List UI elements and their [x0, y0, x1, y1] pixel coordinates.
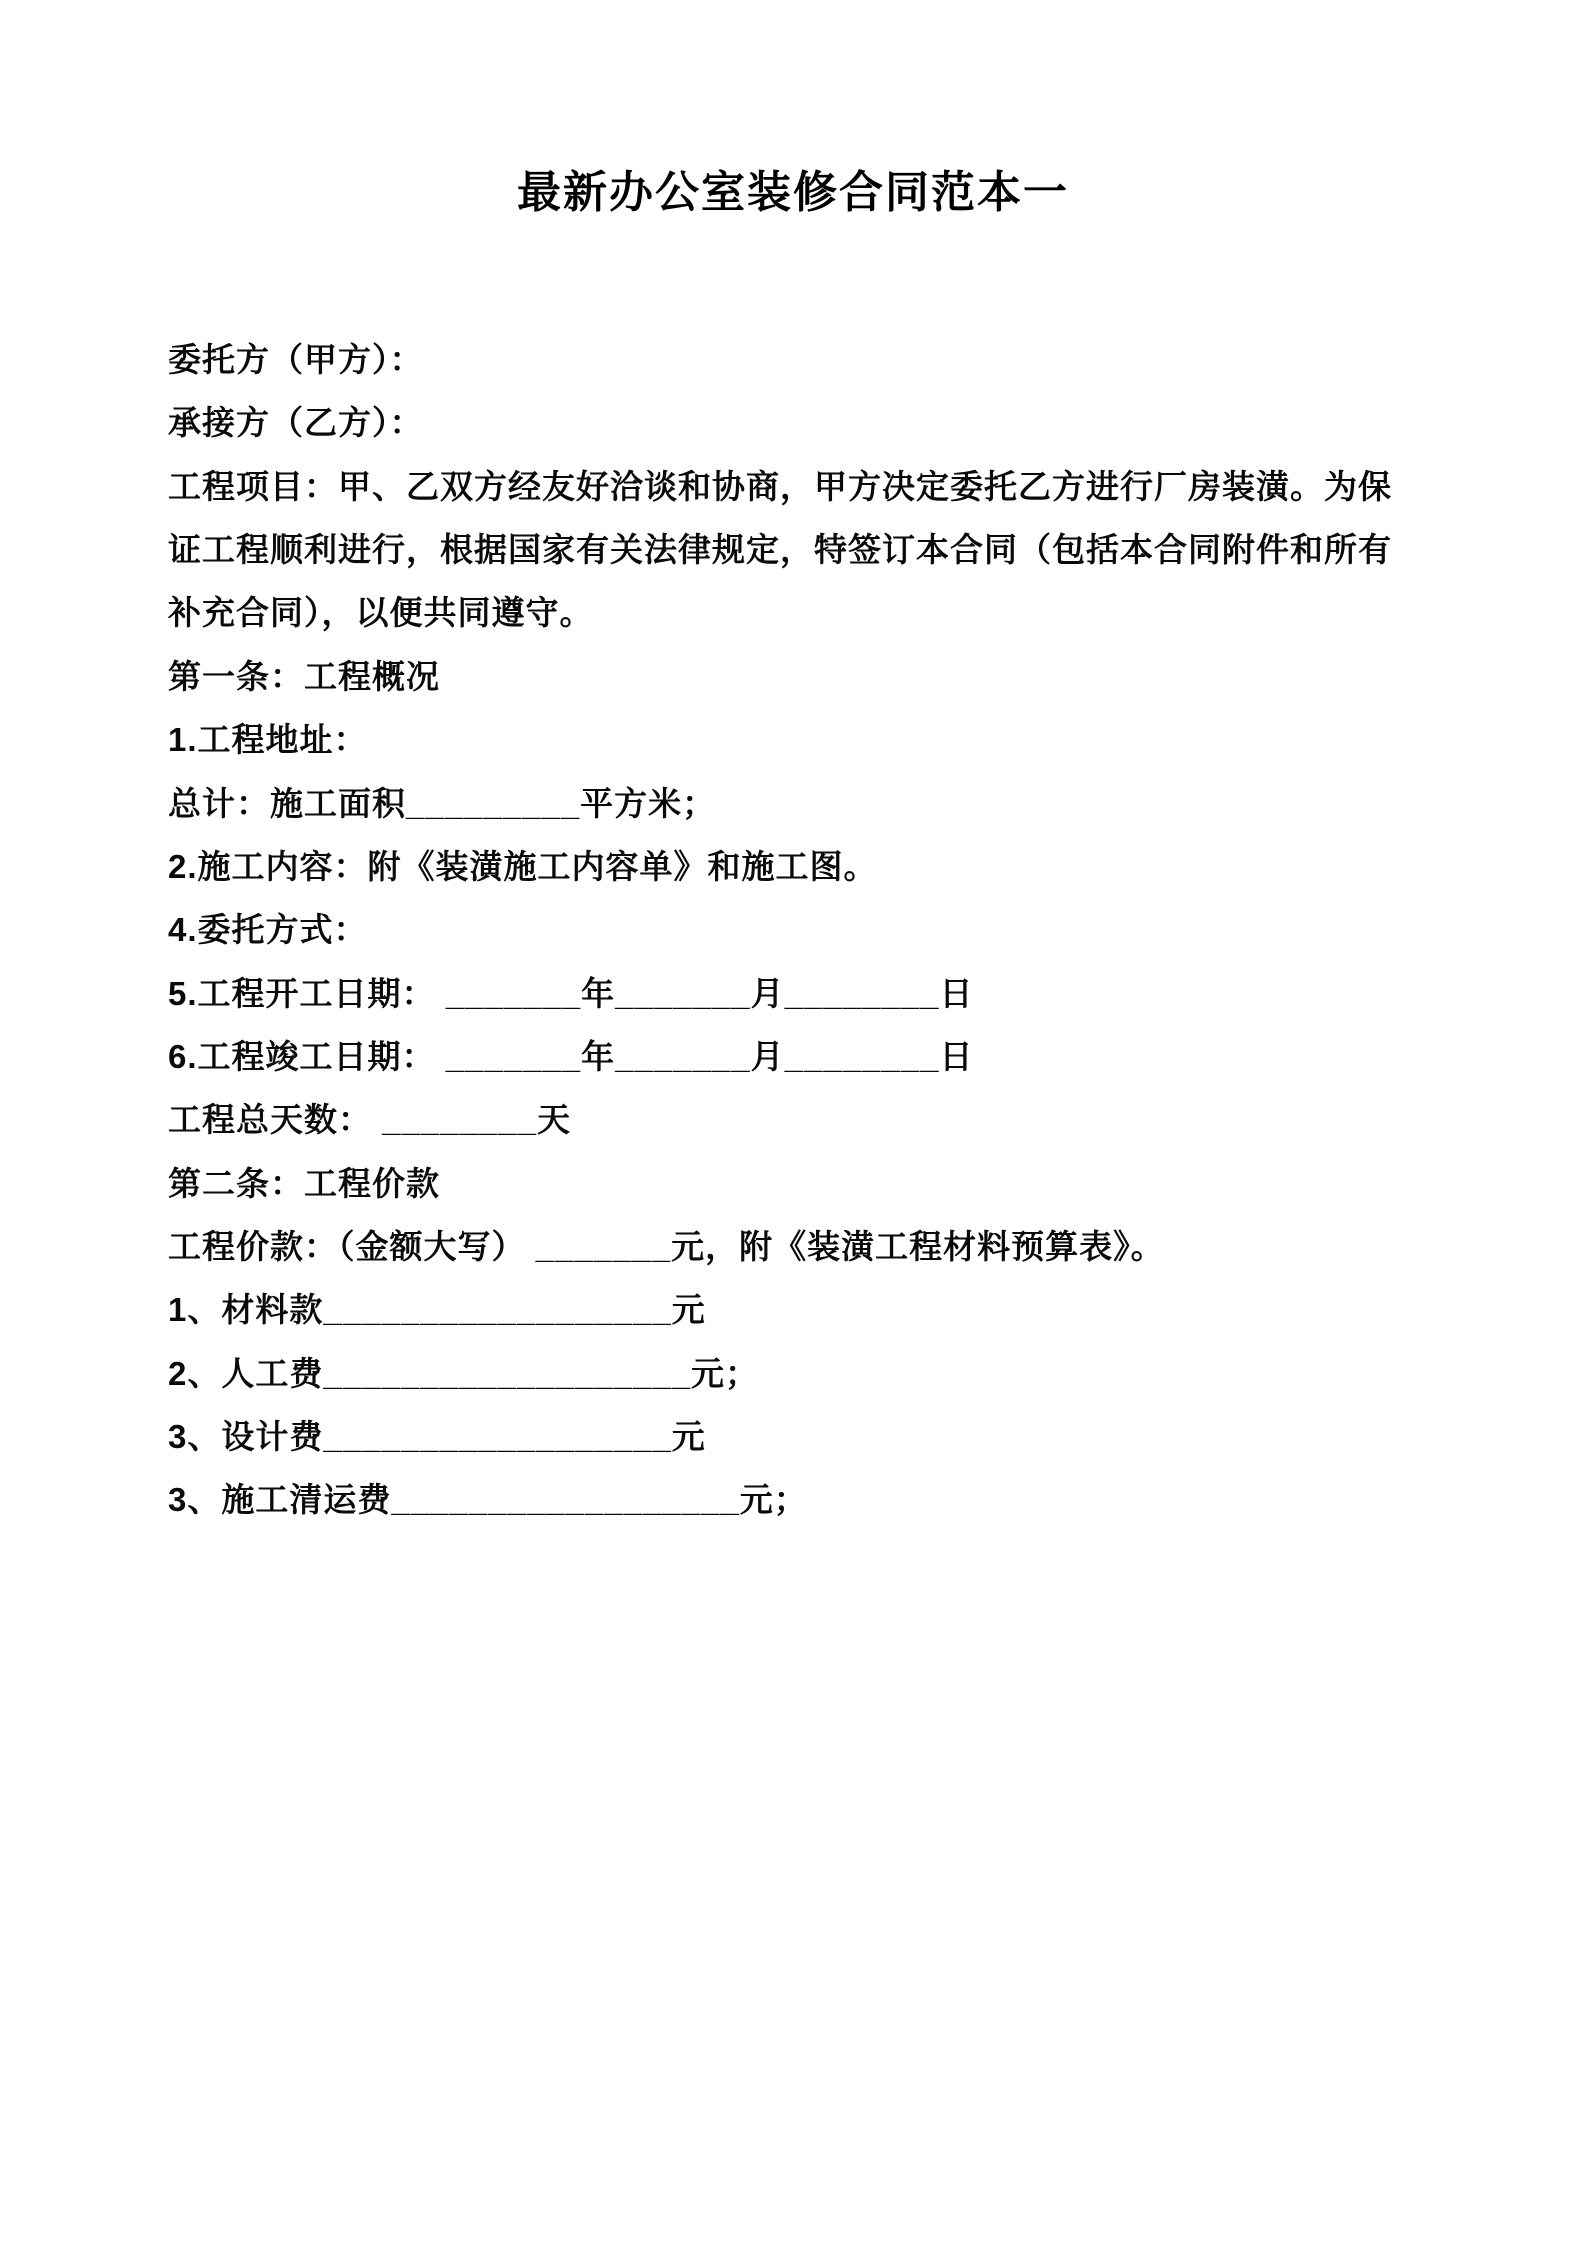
- heading-article-1: 第一条：工程概况: [168, 657, 440, 695]
- document-title: 最新办公室装修合同范本一: [517, 168, 1069, 217]
- document-body: [168, 328, 1418, 1532]
- line-project-address: 1.工程地址：: [168, 721, 368, 759]
- line-contractor-party-b: 承接方（乙方）：: [168, 404, 424, 442]
- line-project-price: 工程价款：（金额大写） _______元，附《装潢工程材料预算表》。: [168, 1228, 1165, 1266]
- line-total-days: 工程总天数： ________天: [168, 1101, 571, 1139]
- paragraph-project-intro: 工程项目：甲、乙双方经友好洽谈和协商，甲方决定委托乙方进行厂房装潢。为保证工程顺利进行，根据国家有关法律规定，特签订本合同（包括本合同附件和所有补充合同），以便共同遵守。: [168, 467, 1392, 632]
- line-cleanup-cost: 3、施工清运费__________________元；: [168, 1481, 808, 1519]
- line-completion-date: 6.工程竣工日期： _______年_______月________日: [168, 1037, 974, 1075]
- line-total-construction-area: 总计：施工面积_________平方米；: [168, 784, 717, 822]
- heading-article-2: 第二条：工程价款: [168, 1164, 440, 1202]
- line-material-cost: 1、材料款__________________元: [168, 1291, 706, 1329]
- line-design-cost: 3、设计费__________________元: [168, 1418, 706, 1456]
- line-labor-cost: 2、人工费___________________元；: [168, 1354, 760, 1392]
- line-start-date: 5.工程开工日期： _______年_______月________日: [168, 974, 974, 1012]
- line-construction-content: 2.施工内容：附《装潢施工内容单》和施工图。: [168, 847, 878, 885]
- line-commission-method: 4.委托方式：: [168, 911, 368, 949]
- line-client-party-a: 委托方（甲方）：: [168, 341, 424, 378]
